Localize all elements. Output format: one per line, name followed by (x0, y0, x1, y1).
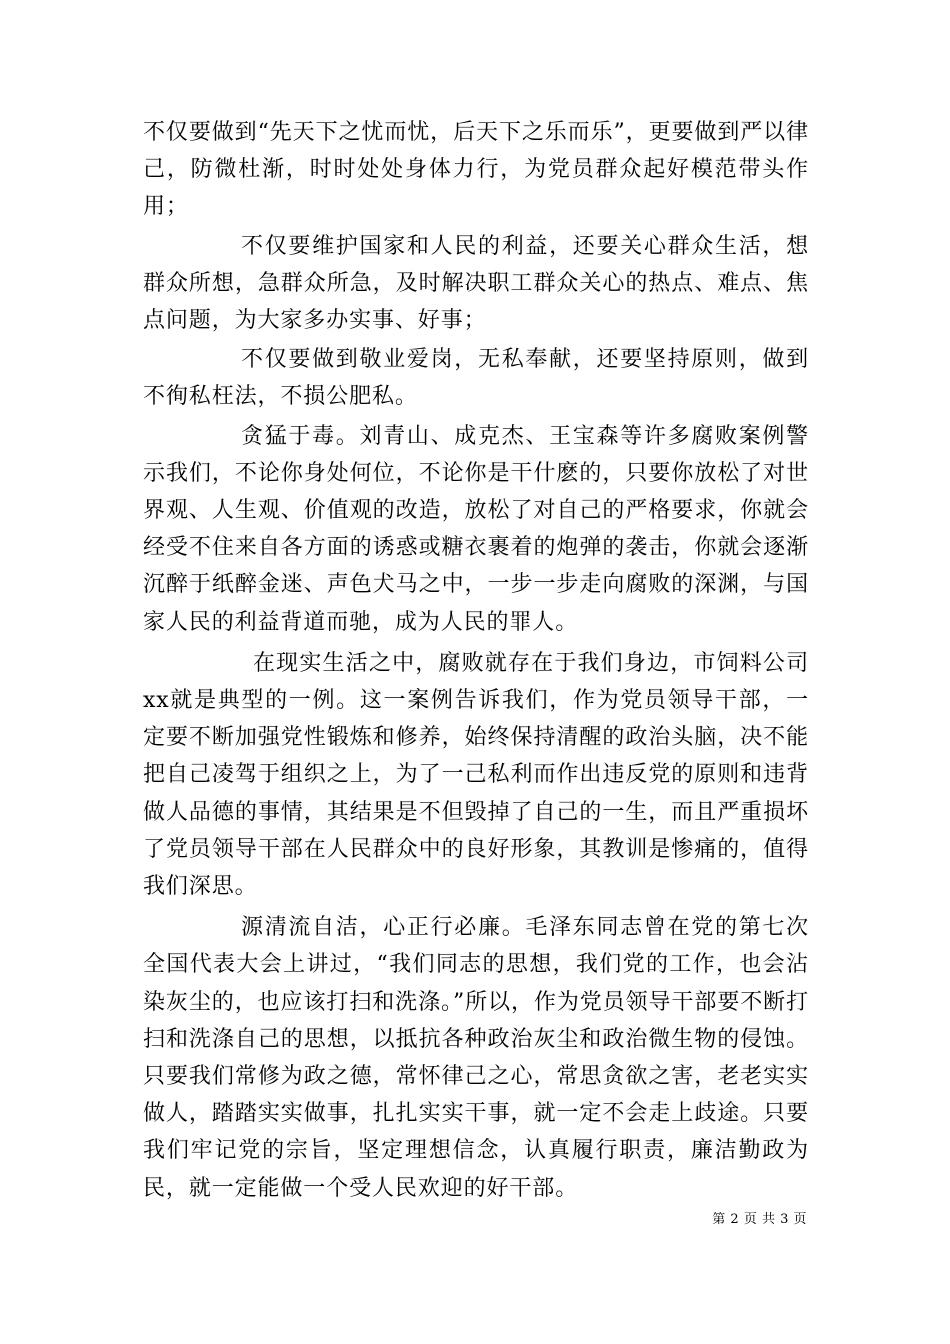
document-body (143, 114, 809, 1207)
page-number-footer: 第 2 页 共 3 页 (712, 1212, 807, 1227)
paragraph-2: 不仅要维护国家和人民的利益，还要关心群众生活，想群众所想，急群众所急，及时解决职工群众关心的热点、难点、焦点问题，为大家多办实事、好事； (143, 233, 809, 334)
paragraph-1: 不仅要做到“先天下之忧而忧，后天下之乐而乐”，更要做到严以律己，防微杜渐，时时处处身体力行，为党员群众起好模范带头作用； (143, 120, 809, 220)
paragraph-3: 不仅要做到敬业爱岗，无私奉献，还要坚持原则，做到不徇私枉法，不损公肥私。 (143, 347, 809, 410)
paragraph-6: 源清流自洁，心正行必廉。毛泽东同志曾在党的第七次全国代表大会上讲过，“我们同志的思想，我们党的工作，也会沾染灰尘的，也应该打扫和洗涤。”所以，作为党员领导干部要不断打扫和洗涤自己的思想，以抵抗各种政治灰尘和政治微生物的侵蚀。只要我们常修为政之德，常怀律己之心，常思贪欲之害，老老实实做人，踏踏实实做事，扎扎实实干事，就一定不会走上歧途。只要我们牢记党的宗旨，坚定理想信念，认真履行职责，廉洁勤政为民，就一定能做一个受人民欢迎的好干部。 (143, 915, 809, 1201)
paragraph-4: 贪猛于毒。刘青山、成克杰、王宝森等许多腐败案例警示我们，不论你身处何位，不论你是干什麽的，只要你放松了对世界观、人生观、价值观的改造，放松了对自己的严格要求，你就会经受不住来自各方面的诱惑或糖衣裹着的炮弹的袭击，你就会逐渐沉醉于纸醉金迷、声色犬马之中，一步一步走向腐败的深渊，与国家人民的利益背道而驰，成为人民的罪人。 (143, 423, 809, 635)
paragraph-5: 在现实生活之中，腐败就存在于我们身边，市饲料公司xx就是典型的一例。这一案例告诉我们，作为党员领导干部，一定要不断加强党性锻炼和修养，始终保持清醒的政治头脑，决不能把自己凌驾于组织之上，为了一己私利而作出违反党的原则和违背做人品德的事情，其结果是不但毁掉了自己的一生，而且严重损坏了党员领导干部在人民群众中的良好形象，其教训是惨痛的，值得我们深思。 (143, 650, 809, 900)
